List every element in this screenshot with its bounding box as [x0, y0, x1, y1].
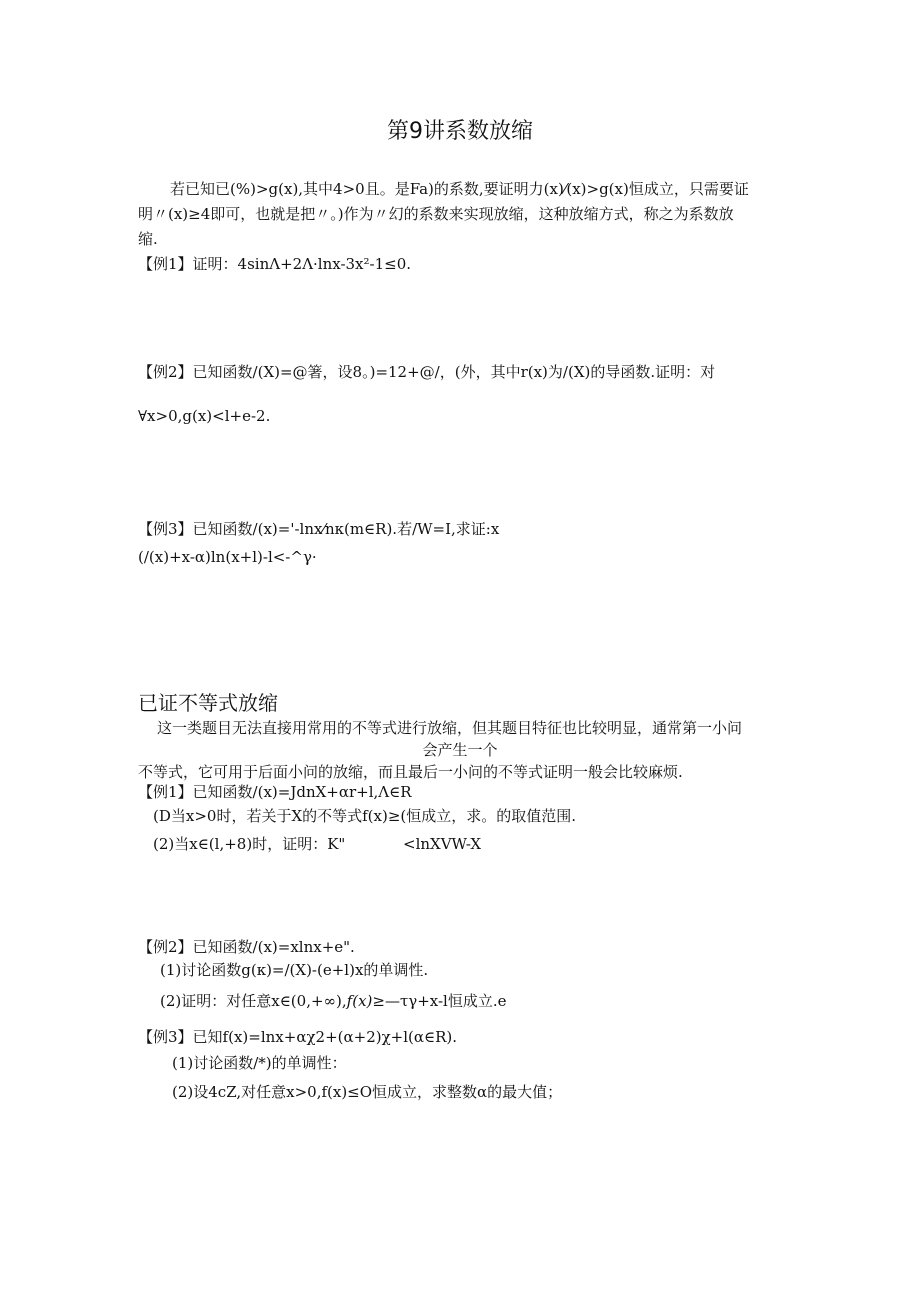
- section2-example-1-part-2: (2)当x∈(l,+8)时，证明：K": [153, 835, 346, 853]
- section2-example-3-part-2: (2)设4cZ,对任意x>0,f(x)≤O恒成立，求整数α的最大值；: [172, 1083, 563, 1101]
- section2-example-3: 【例3】已知f(x)=lnx+αχ2+(α+2)χ+l(α∈R).: [138, 1028, 458, 1046]
- part-2-suffix: ≥—τγ+x-l恒成立.e: [372, 992, 507, 1010]
- fx-term: f(x): [346, 992, 373, 1010]
- section2-intro-line-1: 这一类题目无法直接用常用的不等式进行放缩，但其题目特征也比较明显，通常第一小问: [157, 719, 743, 737]
- section2-example-2-part-2: [160, 991, 507, 1011]
- intro-line-3: 缩.: [138, 230, 158, 248]
- section2-example-2-part-1: (1)讨论函数g(κ)=/(X)-(e+l)x的单调性.: [160, 961, 429, 979]
- example-2-line-1: 【例2】已知函数/(X)=@箸，设8。)=12+@/，(外，其中r(x)为/(X)的导函数.证明：对: [138, 363, 716, 381]
- section2-example-1: 【例1】已知函数/(x)=JdnX+αr+l,Λ∈R: [138, 783, 412, 801]
- part-2-prefix: (2)证明：对任意x∈(0,+∞),: [160, 992, 347, 1010]
- section2-example-2: 【例2】已知函数/(x)=xlnx+e".: [138, 938, 355, 956]
- page-title: 第9讲系数放缩: [387, 119, 533, 144]
- example-3-line-2: (/(x)+x-α)ln(x+l)-l<-^γ·: [138, 548, 317, 566]
- section2-intro-line-2: 会产生一个: [422, 741, 498, 759]
- intro-line-2: 明〃(x)≥4即可，也就是把〃。)作为〃幻的系数来实现放缩，这种放缩方式，称之为系数放: [138, 205, 734, 223]
- example-2-line-2: ∀x>0,g(x)<l+e-2.: [138, 407, 271, 425]
- section2-example-3-part-1: (1)讨论函数/*)的单调性：: [172, 1054, 347, 1072]
- section2-example-1-part-2-rhs: <lnXVW-X: [403, 835, 482, 853]
- section2-intro-line-3: 不等式，它可用于后面小问的放缩，而且最后一小问的不等式证明一般会比较麻烦.: [138, 763, 683, 781]
- example-1: 【例1】证明：4sinΛ+2Λ·lnx-3x²-1≤0.: [138, 255, 412, 273]
- section-heading: 已证不等式放缩: [138, 691, 278, 715]
- section2-example-1-part-1: (D当x>0时，若关于X的不等式f(x)≥(恒成立，求。的取值范围.: [153, 807, 577, 825]
- intro-line-1: 若已知已(%)>g(x),其中4>0且。是Fa)的系数,要证明力(x)⁄(x)>g(x)恒成立，只需要证: [170, 180, 749, 198]
- example-3-line-1: 【例3】已知函数/(x)='-lnx⁄nκ(m∈R).若/W=I,求证:x: [138, 520, 500, 538]
